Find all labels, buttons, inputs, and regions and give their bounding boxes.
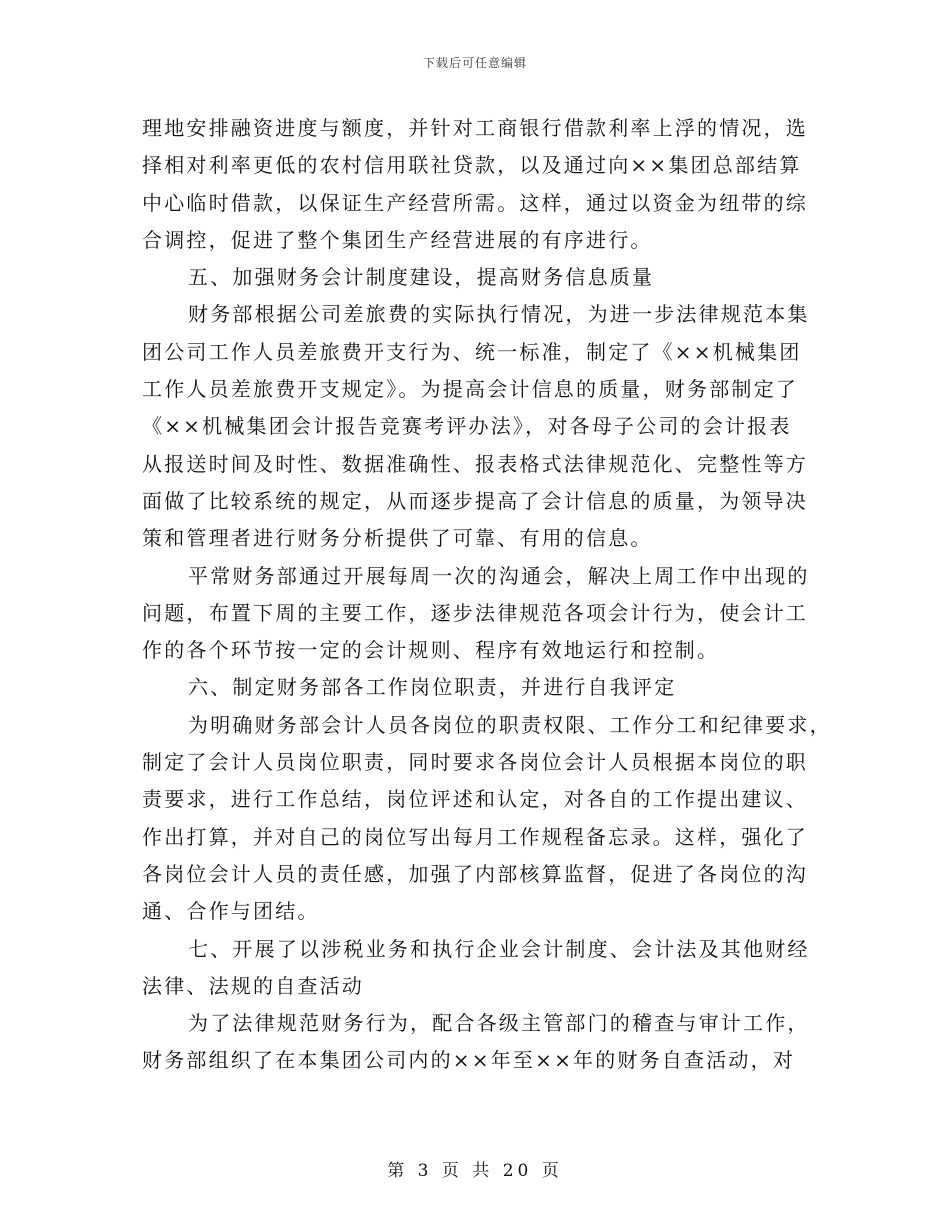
- text-line: 团公司工作人员差旅费开支行为、统一标准，制定了《××机械集团: [142, 339, 802, 364]
- text-line: 择相对利率更低的农村信用联社贷款，以及通过向××集团总部结算: [142, 153, 802, 178]
- text-line: 工作人员差旅费开支规定》。为提高会计信息的质量，财务部制定了: [142, 377, 798, 402]
- text-line: 问题，布置下周的主要工作，逐步法律规范各项会计行为，使会计工: [142, 600, 808, 625]
- text-line: 各岗位会计人员的责任感，加强了内部核算监督，促进了各岗位的沟: [142, 861, 808, 886]
- text-line: 合调控，促进了整个集团生产经营进展的有序进行。: [142, 227, 653, 252]
- text-line: 为明确财务部会计人员各岗位的职责权限、工作分工和纪律要求，: [188, 712, 832, 737]
- section-heading-7-continued: 法律、法规的自查活动: [142, 973, 364, 998]
- text-line: 平常财务部通过开展每周一次的沟通会，解决上周工作中出现的: [188, 563, 810, 588]
- text-line: 理地安排融资进度与额度，并针对工商银行借款利率上浮的情况，选: [142, 116, 808, 140]
- text-line: 作的各个环节按一定的会计规则、程序有效地运行和控制。: [142, 638, 720, 663]
- text-line: 从报送时间及时性、数据准确性、报表格式法律规范化、完整性等方: [142, 451, 808, 476]
- text-line: 责要求，进行工作总结，岗位评述和认定，对各自的工作提出建议、: [142, 787, 808, 812]
- text-line: 财务部组织了在本集团公司内的××年至××年的财务自查活动，对: [142, 1048, 796, 1073]
- body-text: [142, 110, 832, 1080]
- text-line: 为了法律规范财务行为，配合各级主管部门的稽查与审计工作，: [188, 1011, 810, 1036]
- text-line: 面做了比较系统的规定，从而逐步提高了会计信息的质量，为领导决: [142, 488, 808, 513]
- page-number: 第 3 页 共 20 页: [387, 1161, 563, 1181]
- text-line: 作出打算，并对自己的岗位写出每月工作规程备忘录。这样，强化了: [142, 824, 808, 849]
- text-line: 制定了会计人员岗位职责，同时要求各岗位会计人员根据本岗位的职: [142, 750, 808, 775]
- header-note: 下载后可任意编辑: [422, 56, 527, 70]
- section-heading-6: 六、制定财务部各工作岗位职责，并进行自我评定: [188, 675, 677, 700]
- section-heading-7: 七、开展了以涉税业务和执行企业会计制度、会计法及其他财经: [188, 936, 810, 961]
- text-line: 《××机械集团会计报告竞赛考评办法》，对各母子公司的会计报表: [142, 414, 792, 439]
- text-line: 通、合作与团结。: [142, 899, 320, 924]
- text-line: 财务部根据公司差旅费的实际执行情况，为进一步法律规范本集: [188, 302, 810, 327]
- section-heading-5: 五、加强财务会计制度建设，提高财务信息质量: [188, 265, 655, 290]
- text-line: 中心临时借款，以保证生产经营所需。这样，通过以资金为纽带的综: [142, 190, 808, 215]
- text-line: 策和管理者进行财务分析提供了可靠、有用的信息。: [142, 526, 653, 551]
